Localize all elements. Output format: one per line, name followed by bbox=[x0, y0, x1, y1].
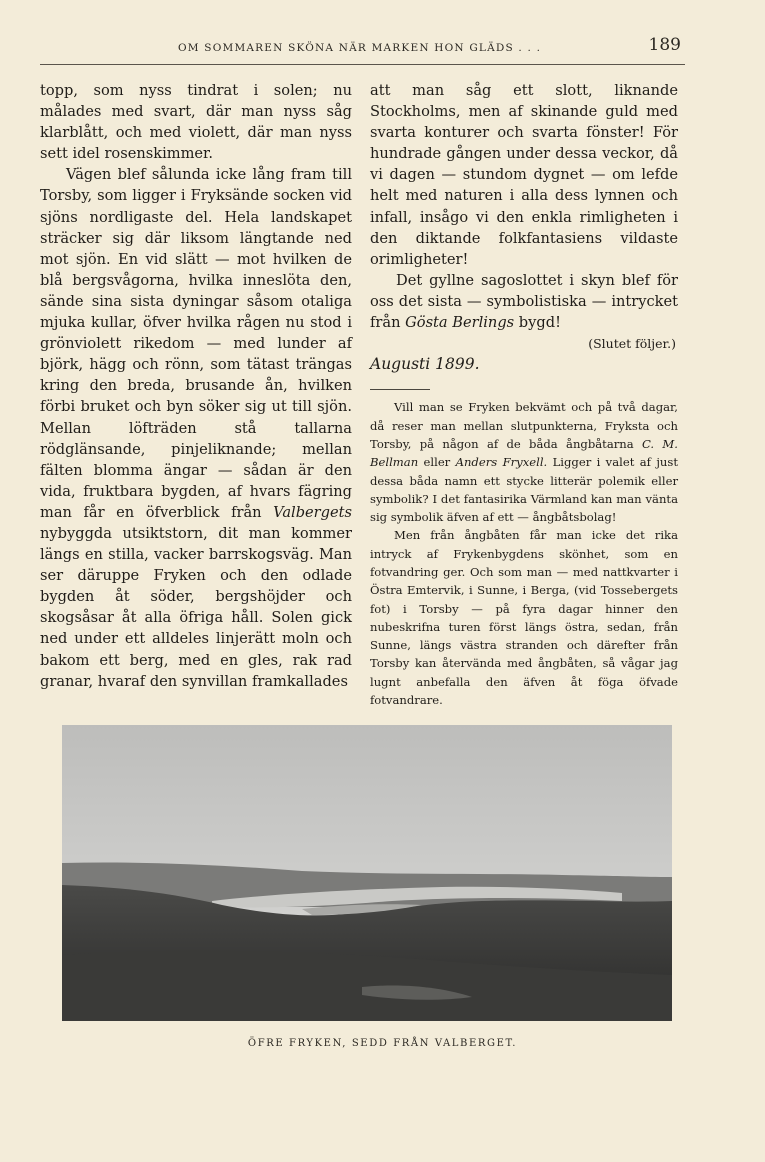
page-header bbox=[40, 34, 685, 65]
note-paragraph-1 bbox=[370, 398, 678, 526]
left-paragraph-1: topp, som nyss tindrat i solen; nu målades med svart, där man nyss såg klarblått, och med violett, där man nyss sett idel rosenskimmer. bbox=[40, 82, 352, 163]
left-p2-text-b: nybyggda utsiktstorn, dit man kommer längs en stilla, vacker barrskogsväg. Man ser däruppe Fryken och den odlade bygden åt söder, bergshöjder och skogsåsar åt alla öfriga håll. Solen gick ned under ett alldeles linjerätt moln och bakom ett berg, med en gles, rak rad granar, hvaraf den synvillan framkallades bbox=[40, 524, 352, 690]
note-paragraph-2: Men från ångbåten får man icke det rika intryck af Frykenbygdens skönhet, som en fotvandring ger. Och som man — med nattkvarter i Östra Emtervik, i Sunne, i Berga, (vid Tossebergets fot) i Torsby — på fyra dagar hinner den nubeskrifna turen först längs östra, sedan, från Sunne, längs västra stranden och därefter från Torsby kan återvända med ångbåten, så vågar jag lugnt anbefalla den äfven åt föga öfvade fotvandrare. bbox=[370, 528, 678, 708]
section-rule bbox=[370, 389, 430, 390]
right-paragraph-1: att man såg ett slott, liknande Stockholms, men af skinande guld med svarta konturer och svarta fönster! För hundrade gången under dessa veckor, då vi dagen — stundom dygnet — om lefde helt med naturen i alla dess lynnen och infall, insågo vi den enkla rimligheten i den diktande folkfantasiens vildaste orimligheter! bbox=[370, 82, 678, 268]
right-p2-italic: Gösta Berlings bbox=[405, 314, 515, 332]
signoff: (Slutet följer.) bbox=[588, 336, 676, 352]
travel-note bbox=[370, 398, 678, 709]
left-p2-italic: Valbergets bbox=[273, 503, 352, 521]
page-number: 189 bbox=[648, 35, 681, 55]
note-p1-text-b: eller bbox=[418, 455, 456, 470]
landscape-photo bbox=[62, 725, 672, 1021]
landscape-photo-drawing bbox=[62, 725, 672, 1021]
right-p2-text-a: Det gyllne sagoslottet i skyn blef för oss det sista — symbolistiska — intrycket från bbox=[370, 271, 678, 332]
dateline: Augusti 1899. bbox=[370, 355, 480, 374]
right-p2-text-b: bygd! bbox=[514, 314, 561, 332]
left-column bbox=[40, 80, 352, 692]
note-ship-1: C. M. Bellman bbox=[370, 436, 678, 470]
photo-caption: ÖFRE FRYKEN, SEDD FRÅN VALBERGET. bbox=[247, 1038, 518, 1049]
note-p1-text-c: Ligger i valet af just dessa båda namn ett stycke litterär polemik eller symbolik? I det fantasirika Värmland kan man vänta sig symbolik äfven af ett — ångbåtsbolag! bbox=[370, 455, 678, 525]
running-head: OM SOMMAREN SKÖNA NÄR MARKEN HON GLÄDS . . . bbox=[178, 42, 542, 54]
right-paragraph-2 bbox=[370, 270, 678, 333]
left-p2-text-a: Vägen blef sålunda icke lång fram till Torsby, som ligger i Fryksände socken vid sjöns nordligaste del. Hela landskapet sträcker sig där liksom längtande ned mot sjön. En vid slätt — mot hvilken de blå bergsvågorna, hvilka inneslöta den, sände sina sista dyningar såsom otaliga mjuka kullar, öfver hvilka rågen nu stod i grönviolett rikedom — med lunder af björk, hägg och rönn, som tätast trängas kring den breda, brusande ån, hvilken förbi bruket och byn söker sig ut till sjön. Mellan löfträden stå tallarna rödglänsande, pinjeliknande; mellan fälten blomma ängar — sådan är den vida, fruktbara bygden, af hvars fägring man får en öfverblick från bbox=[40, 166, 352, 521]
right-column bbox=[370, 80, 678, 709]
left-paragraph-2 bbox=[40, 164, 352, 691]
note-ship-2: Anders Fryxell. bbox=[455, 455, 548, 470]
note-p1-text-a: Vill man se Fryken bekvämt och på två dagar, då reser man mellan slutpunkterna, Fryksta och Torsby, på någon af de båda ångbåtarna bbox=[370, 400, 678, 451]
